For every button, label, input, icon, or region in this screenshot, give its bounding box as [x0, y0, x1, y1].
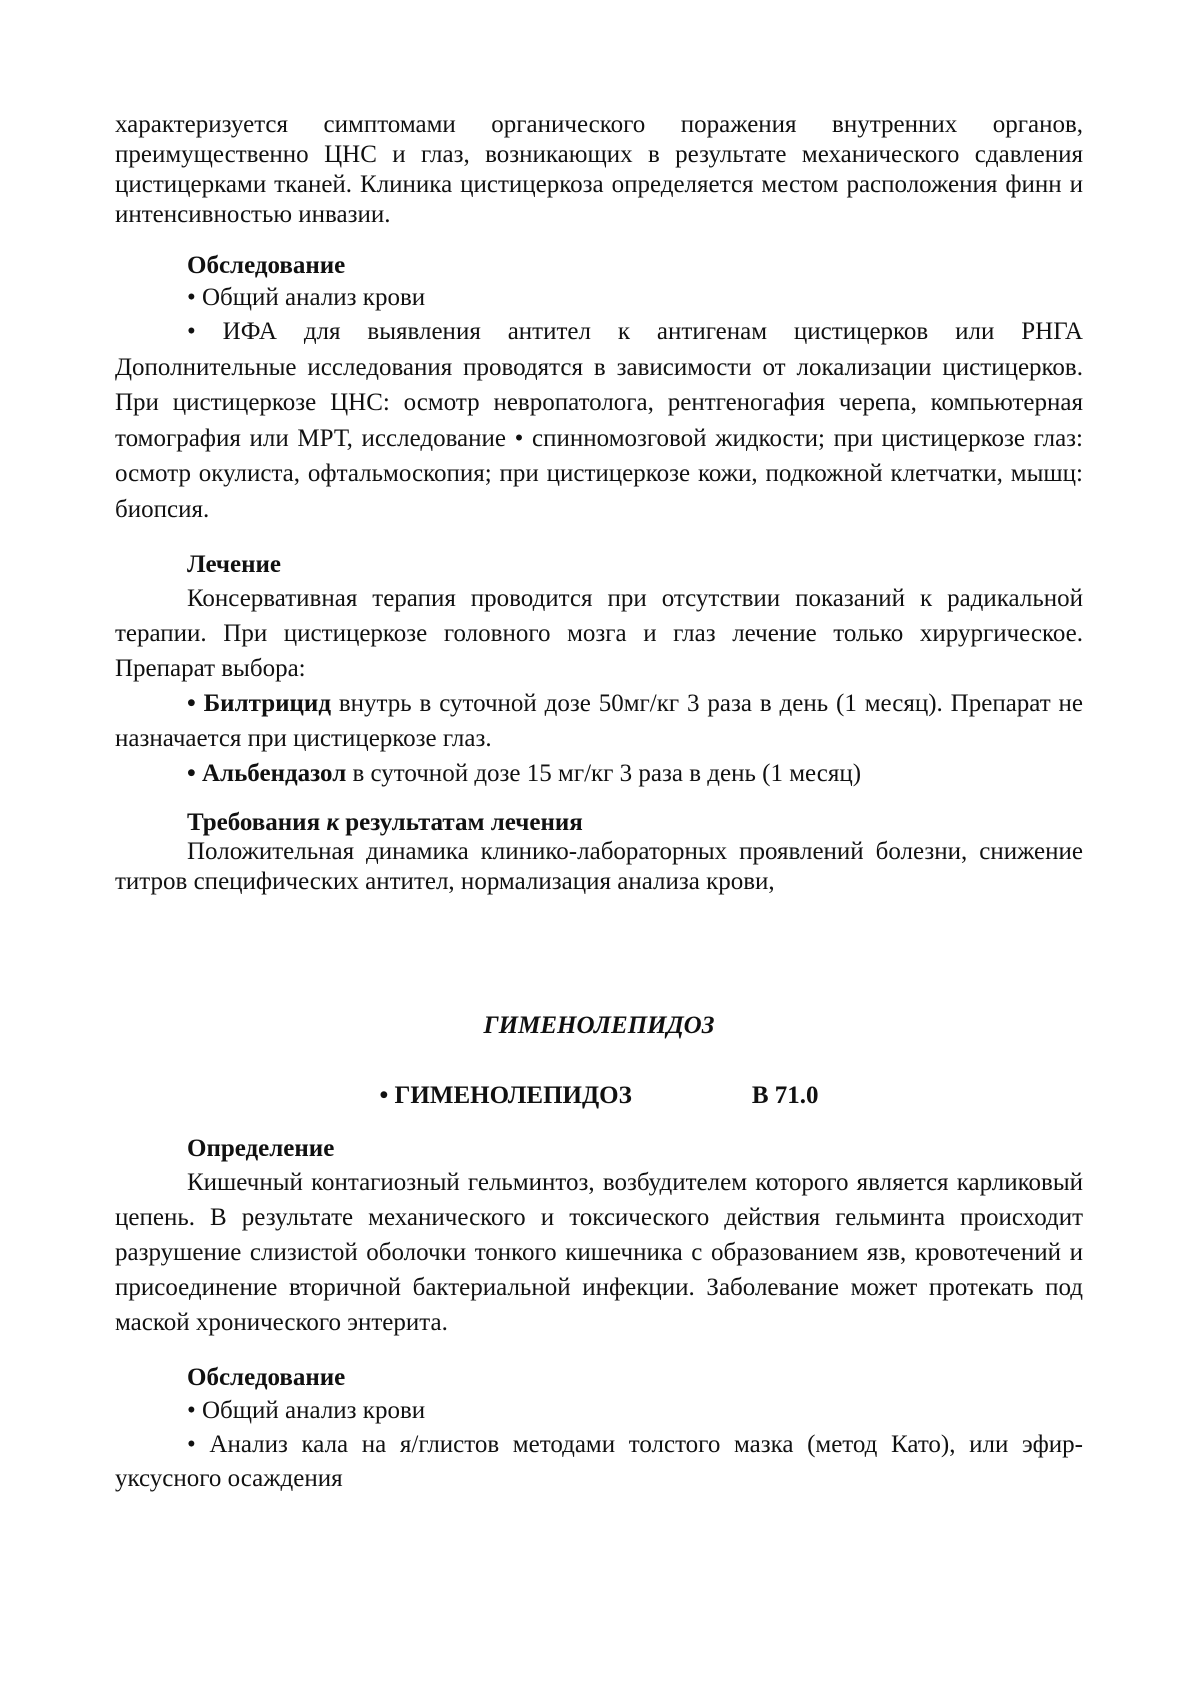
treatment-text: Консервативная терапия проводится при отсутствии показаний к радикальной терапии. При цистицеркозе головного мозга и глаз лечение только хирургическое. Препарат выбора:	[115, 585, 1083, 682]
exam-item-blood-2: • Общий анализ крови	[187, 1397, 426, 1424]
requirements-heading-pre: Требования	[187, 809, 327, 836]
drug-biltricid-text: внутрь в суточной дозе 50мг/кг 3 раза в день (1 месяц). Препарат не назначается при цистицеркозе глаз.	[115, 690, 1084, 752]
drug-biltricid	[115, 686, 1083, 756]
requirements-heading-post: результатам лечения	[339, 809, 583, 836]
drug-albendazole-name: • Альбендазол	[187, 760, 347, 787]
document-page	[115, 110, 1083, 1496]
exam-item-ifa: • ИФА для выявления антител к антигенам цистицерков или РНГА Дополнительные исследования проводятся в зависимости от локализации цистицерков. При цистицеркозе ЦНС: осмотр невропатолога, рентгеногафия черепа, компьютерная томография или МРТ, исследование • спинномозговой жидкости; при цистицеркозе глаз: осмотр окулиста, офтальмоскопия; при цистицеркозе кожи, подкожной клетчатки, мышц: биопсия.	[115, 318, 1083, 523]
treatment-heading: Лечение	[187, 551, 282, 578]
drug-biltricid-name: Билтрицид	[203, 690, 331, 717]
exam-item-stool: • Анализ кала на я/глистов методами толстого мазка (метод Като), или эфир-уксусного осаждения	[115, 1431, 1083, 1492]
intro-paragraph: характеризуется симптомами органического поражения внутренних органов, преимущественно ЦНС и глаз, возникающих в результате механического сдавления цистицерками тканей. Клиника цистицеркоза определяется местом расположения финн и интенсивностью инвазии.	[115, 111, 1083, 228]
definition-heading: Определение	[187, 1135, 335, 1162]
requirements-heading	[115, 809, 1083, 837]
drug-albendazole	[115, 756, 1083, 791]
disease-code: В 71.0	[751, 1082, 819, 1109]
exam-heading-1: Обследование	[187, 252, 346, 279]
drug-albendazole-text: в суточной дозе 15 мг/кг 3 раза в день (1 месяц)	[352, 760, 862, 787]
drug-biltricid-bullet: •	[187, 690, 196, 717]
exam-item-blood-1: • Общий анализ крови	[187, 284, 426, 311]
section-title: ГИМЕНОЛЕПИДОЗ	[483, 1012, 715, 1039]
disease-code-line	[115, 1079, 1083, 1113]
disease-name: • ГИМЕНОЛЕПИДОЗ	[379, 1082, 632, 1109]
requirements-text: Положительная динамика клинико-лабораторных проявлений болезни, снижение титров специфических антител, нормализация анализа крови,	[115, 838, 1083, 895]
requirements-heading-k: к	[326, 809, 340, 836]
exam-heading-2: Обследование	[187, 1364, 346, 1391]
definition-text: Кишечный контагиозный гельминтоз, возбудителем которого является карликовый цепень. В результате механического и токсического действия гельминта происходит разрушение слизистой оболочки тонкого кишечника с образованием язв, кровотечений и присоединение вторичной бактериальной инфекции. Заболевание может протекать под маской хронического энтерита.	[115, 1169, 1083, 1336]
